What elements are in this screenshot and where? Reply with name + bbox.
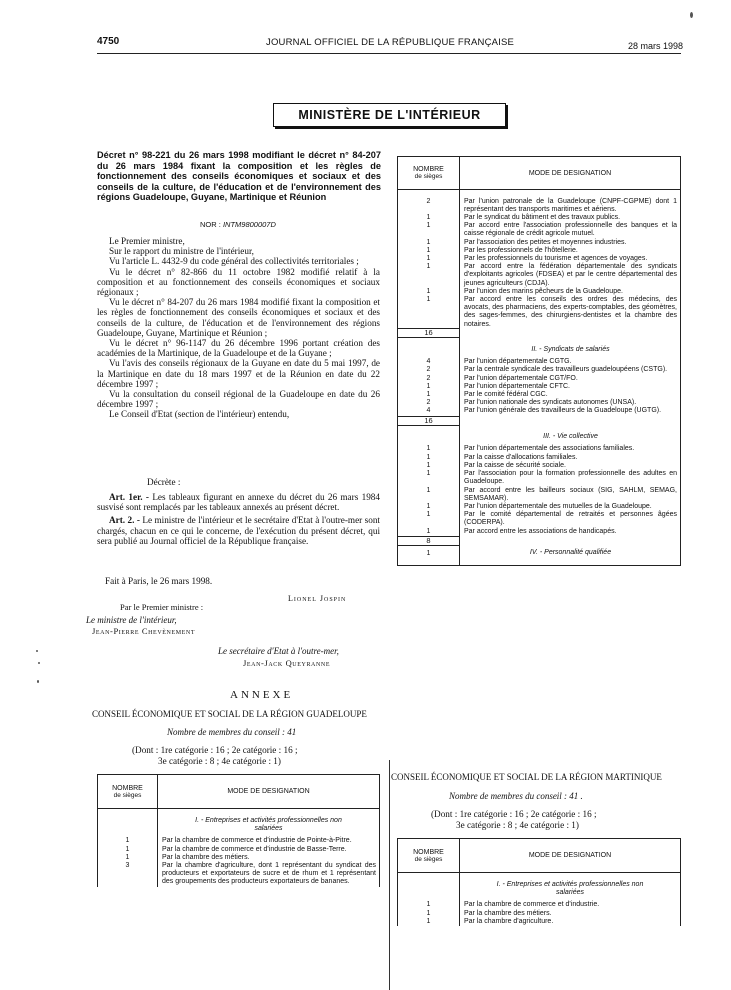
seat-count: 4	[398, 407, 460, 416]
visa-paragraph: Le Premier ministre,	[109, 236, 185, 246]
nor-reference	[200, 220, 276, 229]
designation-text: Par la caisse de sécurité sociale.	[460, 462, 681, 470]
page-number: 4750	[97, 36, 120, 47]
seat-count: 1	[398, 918, 460, 926]
designation-text: Par la chambre de commerce et d'industrie de Basse-Terre.	[158, 846, 380, 854]
seat-count: 1	[398, 383, 460, 391]
scan-speck	[36, 650, 38, 652]
nor-label: NOR :	[200, 220, 221, 229]
designation-text: Par la chambre d'agriculture.	[460, 918, 681, 926]
seat-count: 1	[398, 503, 460, 511]
section-heading: IV. - Personnalité qualifiée	[460, 545, 681, 565]
category-breakdown-martinique: (Dont : 1re catégorie : 16 ; 2e catégorie : 16 ;	[431, 809, 597, 819]
article-2-label: Art. 2. -	[109, 515, 140, 526]
article-1-label: Art. 1er. -	[109, 492, 149, 502]
seat-count: 2	[398, 399, 460, 407]
by-prime-minister: Par le Premier ministre :	[120, 602, 204, 612]
guadeloupe-table-part1	[97, 774, 380, 887]
seat-count: 1	[398, 454, 460, 462]
article-1	[97, 492, 380, 512]
designation-text: Par les professionnels du tourisme et agences de voyages.	[460, 255, 681, 263]
section-heading: I. - Entreprises et activités professionnelles non salariées	[460, 873, 681, 902]
decree-title: Décret n° 98-221 du 26 mars 1998 modifiant le décret n° 84-207 du 26 mars 1984 fixant la composition et les règles de fonctionnement des conseils économiques et sociaux et des conseils de la culture, de l'éducation et de l'environnement des régions Guadeloupe, Guyane, Martinique et Réunion	[97, 150, 381, 203]
decree-body	[97, 236, 380, 420]
members-count-guadeloupe: Nombre de membres du conseil : 41	[167, 727, 297, 737]
article-2-text: Le ministre de l'intérieur et le secrétaire d'Etat à l'outre-mer sont chargés, chacun en ce qui le concerne, de l'exécution du présent décret, qui sera publié au Journal officiel de la République française.	[97, 515, 380, 546]
count-header: NOMBRE de sièges	[398, 839, 460, 873]
mode-header: MODE DE DESIGNATION	[460, 839, 681, 873]
designation-text: Par l'union départementale CFTC.	[460, 383, 681, 391]
guadeloupe-table-part2	[397, 156, 681, 566]
minister-title: Le ministre de l'intérieur,	[86, 615, 177, 625]
designation-text: Par l'union départementale des associations familiales.	[460, 445, 681, 453]
scan-speck	[37, 680, 39, 683]
subtotal: 16	[398, 416, 460, 425]
seat-count: 2	[398, 375, 460, 383]
scan-speck	[690, 12, 693, 18]
seat-count: 4	[398, 358, 460, 366]
designation-text: Par la chambre de commerce et d'industrie de Pointe-à-Pitre.	[158, 837, 380, 845]
seat-count: 1	[398, 511, 460, 527]
secretary-title: Le secrétaire d'Etat à l'outre-mer,	[218, 646, 339, 656]
designation-text: Par le comité fédéral CGC.	[460, 391, 681, 399]
designation-text: Par accord entre l'association professionnelle des banques et la caisse régionale de crédit agricole mutuel.	[460, 222, 681, 238]
designation-text: Par l'association des petites et moyennes industries.	[460, 239, 681, 247]
designation-text: Par la centrale syndicale des travailleurs guadeloupéens (CSTG).	[460, 366, 681, 374]
seat-count: 1	[98, 837, 158, 845]
council-guadeloupe-title: CONSEIL ÉCONOMIQUE ET SOCIAL DE LA RÉGION GUADELOUPE	[92, 709, 367, 719]
seat-count: 1	[398, 470, 460, 486]
designation-text: Par le comité départemental de retraités et personnes âgées (CODERPA).	[460, 511, 681, 527]
seat-count: 1	[98, 846, 158, 854]
visa-paragraph: Sur le rapport du ministre de l'intérieur,	[109, 246, 254, 257]
seat-count: 1	[398, 528, 460, 537]
nor-code: INTM9800007D	[222, 220, 276, 229]
category-breakdown-martinique-2: 3e catégorie : 8 ; 4e catégorie : 1)	[456, 820, 579, 830]
designation-text: Par l'union générale des travailleurs de la Guadeloupe (UGTG).	[460, 407, 681, 416]
seat-count: 1	[398, 296, 460, 329]
signatory-pm: Lionel Jospin	[288, 594, 347, 603]
martinique-table	[397, 838, 681, 926]
seat-count: 1	[398, 445, 460, 453]
members-count-martinique: Nombre de membres du conseil : 41 .	[449, 791, 583, 801]
designation-text: Par accord entre les associations de handicapés.	[460, 528, 681, 537]
secretary-name: Jean-Jack Queyranne	[243, 658, 331, 668]
section-heading: I. - Entreprises et activités professionnelles non salariées	[158, 809, 380, 838]
visa-paragraph: Vu le décret n° 96-1147 du 26 décembre 1996 portant création des académies de la Martinique, de la Guadeloupe et de la Guyane ;	[97, 338, 380, 359]
section-heading: II. - Syndicats de salariés	[460, 338, 681, 358]
category-breakdown-guadeloupe-2: 3e catégorie : 8 ; 4e catégorie : 1)	[158, 756, 281, 766]
designation-text: Par accord entre la fédération départementale des syndicats d'exploitants agricoles (FDSEA) et par le centre départemental des jeunes agriculteurs (CDJA).	[460, 263, 681, 288]
seat-count: 1	[398, 263, 460, 288]
visa-paragraph: Le Conseil d'Etat (section de l'intérieur) entendu,	[109, 409, 290, 420]
designation-text: Par la chambre d'agriculture, dont 1 représentant du syndicat des producteurs et exportateurs de sucre et de rhum et 1 représentant des groupements des producteurs exportateurs de bananes.	[158, 862, 380, 887]
seat-count: 1	[398, 391, 460, 399]
section-heading: III. - Vie collective	[460, 425, 681, 445]
minister-name: Jean-Pierre Chevènement	[92, 626, 196, 636]
count-header: NOMBRE de sièges	[398, 157, 460, 190]
decrete-heading: Décrète :	[147, 477, 181, 487]
seat-count: 3	[98, 862, 158, 887]
article-2	[97, 515, 380, 546]
designation-text: Par la caisse d'allocations familiales.	[460, 454, 681, 462]
article-1-text: Les tableaux figurant en annexe du décret du 26 mars 1984 susvisé sont remplacés par les tableaux annexés au présent décret.	[97, 492, 380, 513]
scan-speck	[38, 662, 40, 664]
designation-text: Par l'union nationale des syndicats autonomes (UNSA).	[460, 399, 681, 407]
council-martinique-title: CONSEIL ÉCONOMIQUE ET SOCIAL DE LA RÉGION MARTINIQUE	[391, 772, 662, 782]
visa-paragraph: Vu le décret n° 84-207 du 26 mars 1984 modifié fixant la composition et les règles de fonctionnement des conseils économiques et sociaux et des conseils de la culture, de l'éducation et de l'environnement des régions Guadeloupe, Guyane, Martinique et Réunion ;	[97, 297, 380, 338]
seat-count: 1	[398, 255, 460, 263]
designation-text: Par l'union des marins pêcheurs de la Guadeloupe.	[460, 288, 681, 296]
issue-date: 28 mars 1998	[628, 41, 684, 51]
annexe-heading: ANNEXE	[230, 689, 294, 701]
seat-count: 1	[398, 288, 460, 296]
seat-count: 1	[398, 222, 460, 238]
mode-header: MODE DE DESIGNATION	[158, 775, 380, 809]
count-header: NOMBRE de sièges	[98, 775, 158, 809]
visa-paragraph: Vu l'article L. 4432-9 du code général des collectivités territoriales ;	[109, 256, 359, 267]
designation-text: Par les professionnels de l'hôtellerie.	[460, 247, 681, 255]
visa-paragraph: Vu l'avis des conseils régionaux de la Guyane en date du 5 mai 1997, de la Martinique en date du 18 mars 1997 et de la Réunion en date du 22 décembre 1997 ;	[97, 358, 380, 389]
column-divider	[389, 760, 390, 990]
designation-text: Par l'association pour la formation professionnelle des adultes en Guadeloupe.	[460, 470, 681, 486]
seat-count: 2	[398, 198, 460, 214]
seat-count: 1	[398, 247, 460, 255]
designation-text: Par la chambre des métiers.	[460, 910, 681, 918]
subtotal: 8	[398, 536, 460, 545]
seat-count: 1	[398, 901, 460, 909]
done-at: Fait à Paris, le 26 mars 1998.	[105, 576, 213, 586]
designation-text: Par l'union départementale CGT/FO.	[460, 375, 681, 383]
designation-text: Par la chambre de commerce et d'industrie.	[460, 901, 681, 909]
category-breakdown-guadeloupe: (Dont : 1re catégorie : 16 ; 2e catégorie : 16 ;	[132, 745, 298, 755]
designation-text: Par accord entre les bailleurs sociaux (SIG, SAHLM, SEMAG, SEMSAMAR).	[460, 487, 681, 503]
designation-text: Par l'union patronale de la Guadeloupe (CNPF-CGPME) dont 1 représentant des transports maritimes et aériens.	[460, 198, 681, 214]
seat-count: 1	[398, 462, 460, 470]
subtotal: 16	[398, 329, 460, 338]
seat-count: 1	[398, 239, 460, 247]
header-rule	[97, 53, 681, 54]
visa-paragraph: Vu la consultation du conseil régional de la Guadeloupe en date du 26 décembre 1997 ;	[97, 389, 380, 410]
mode-header: MODE DE DESIGNATION	[460, 157, 681, 190]
designation-text: Par la chambre des métiers.	[158, 854, 380, 862]
seat-count: 1	[398, 214, 460, 222]
seat-count: 1	[398, 910, 460, 918]
ministry-heading: MINISTÈRE DE L'INTÉRIEUR	[273, 103, 506, 127]
seat-count: 1	[398, 545, 460, 565]
designation-text: Par accord entre les conseils des ordres des médecins, des avocats, des pharmaciens, des experts-comptables, des géomètres, des sages-femmes, des chirurgiens-dentistes et la chambre des notaires.	[460, 296, 681, 329]
designation-text: Par l'union départementale des mutuelles de la Guadeloupe.	[460, 503, 681, 511]
designation-text: Par l'union départementale CGTG.	[460, 358, 681, 366]
designation-text: Par le syndicat du bâtiment et des travaux publics.	[460, 214, 681, 222]
journal-title: JOURNAL OFFICIEL DE LA RÉPUBLIQUE FRANÇAISE	[266, 37, 515, 48]
articles	[97, 492, 380, 549]
seat-count: 1	[98, 854, 158, 862]
visa-paragraph: Vu le décret n° 82-866 du 11 octobre 1982 modifié relatif à la composition et au fonctionnement des conseils économiques et sociaux régionaux ;	[97, 266, 380, 298]
seat-count: 1	[398, 487, 460, 503]
seat-count: 2	[398, 366, 460, 374]
